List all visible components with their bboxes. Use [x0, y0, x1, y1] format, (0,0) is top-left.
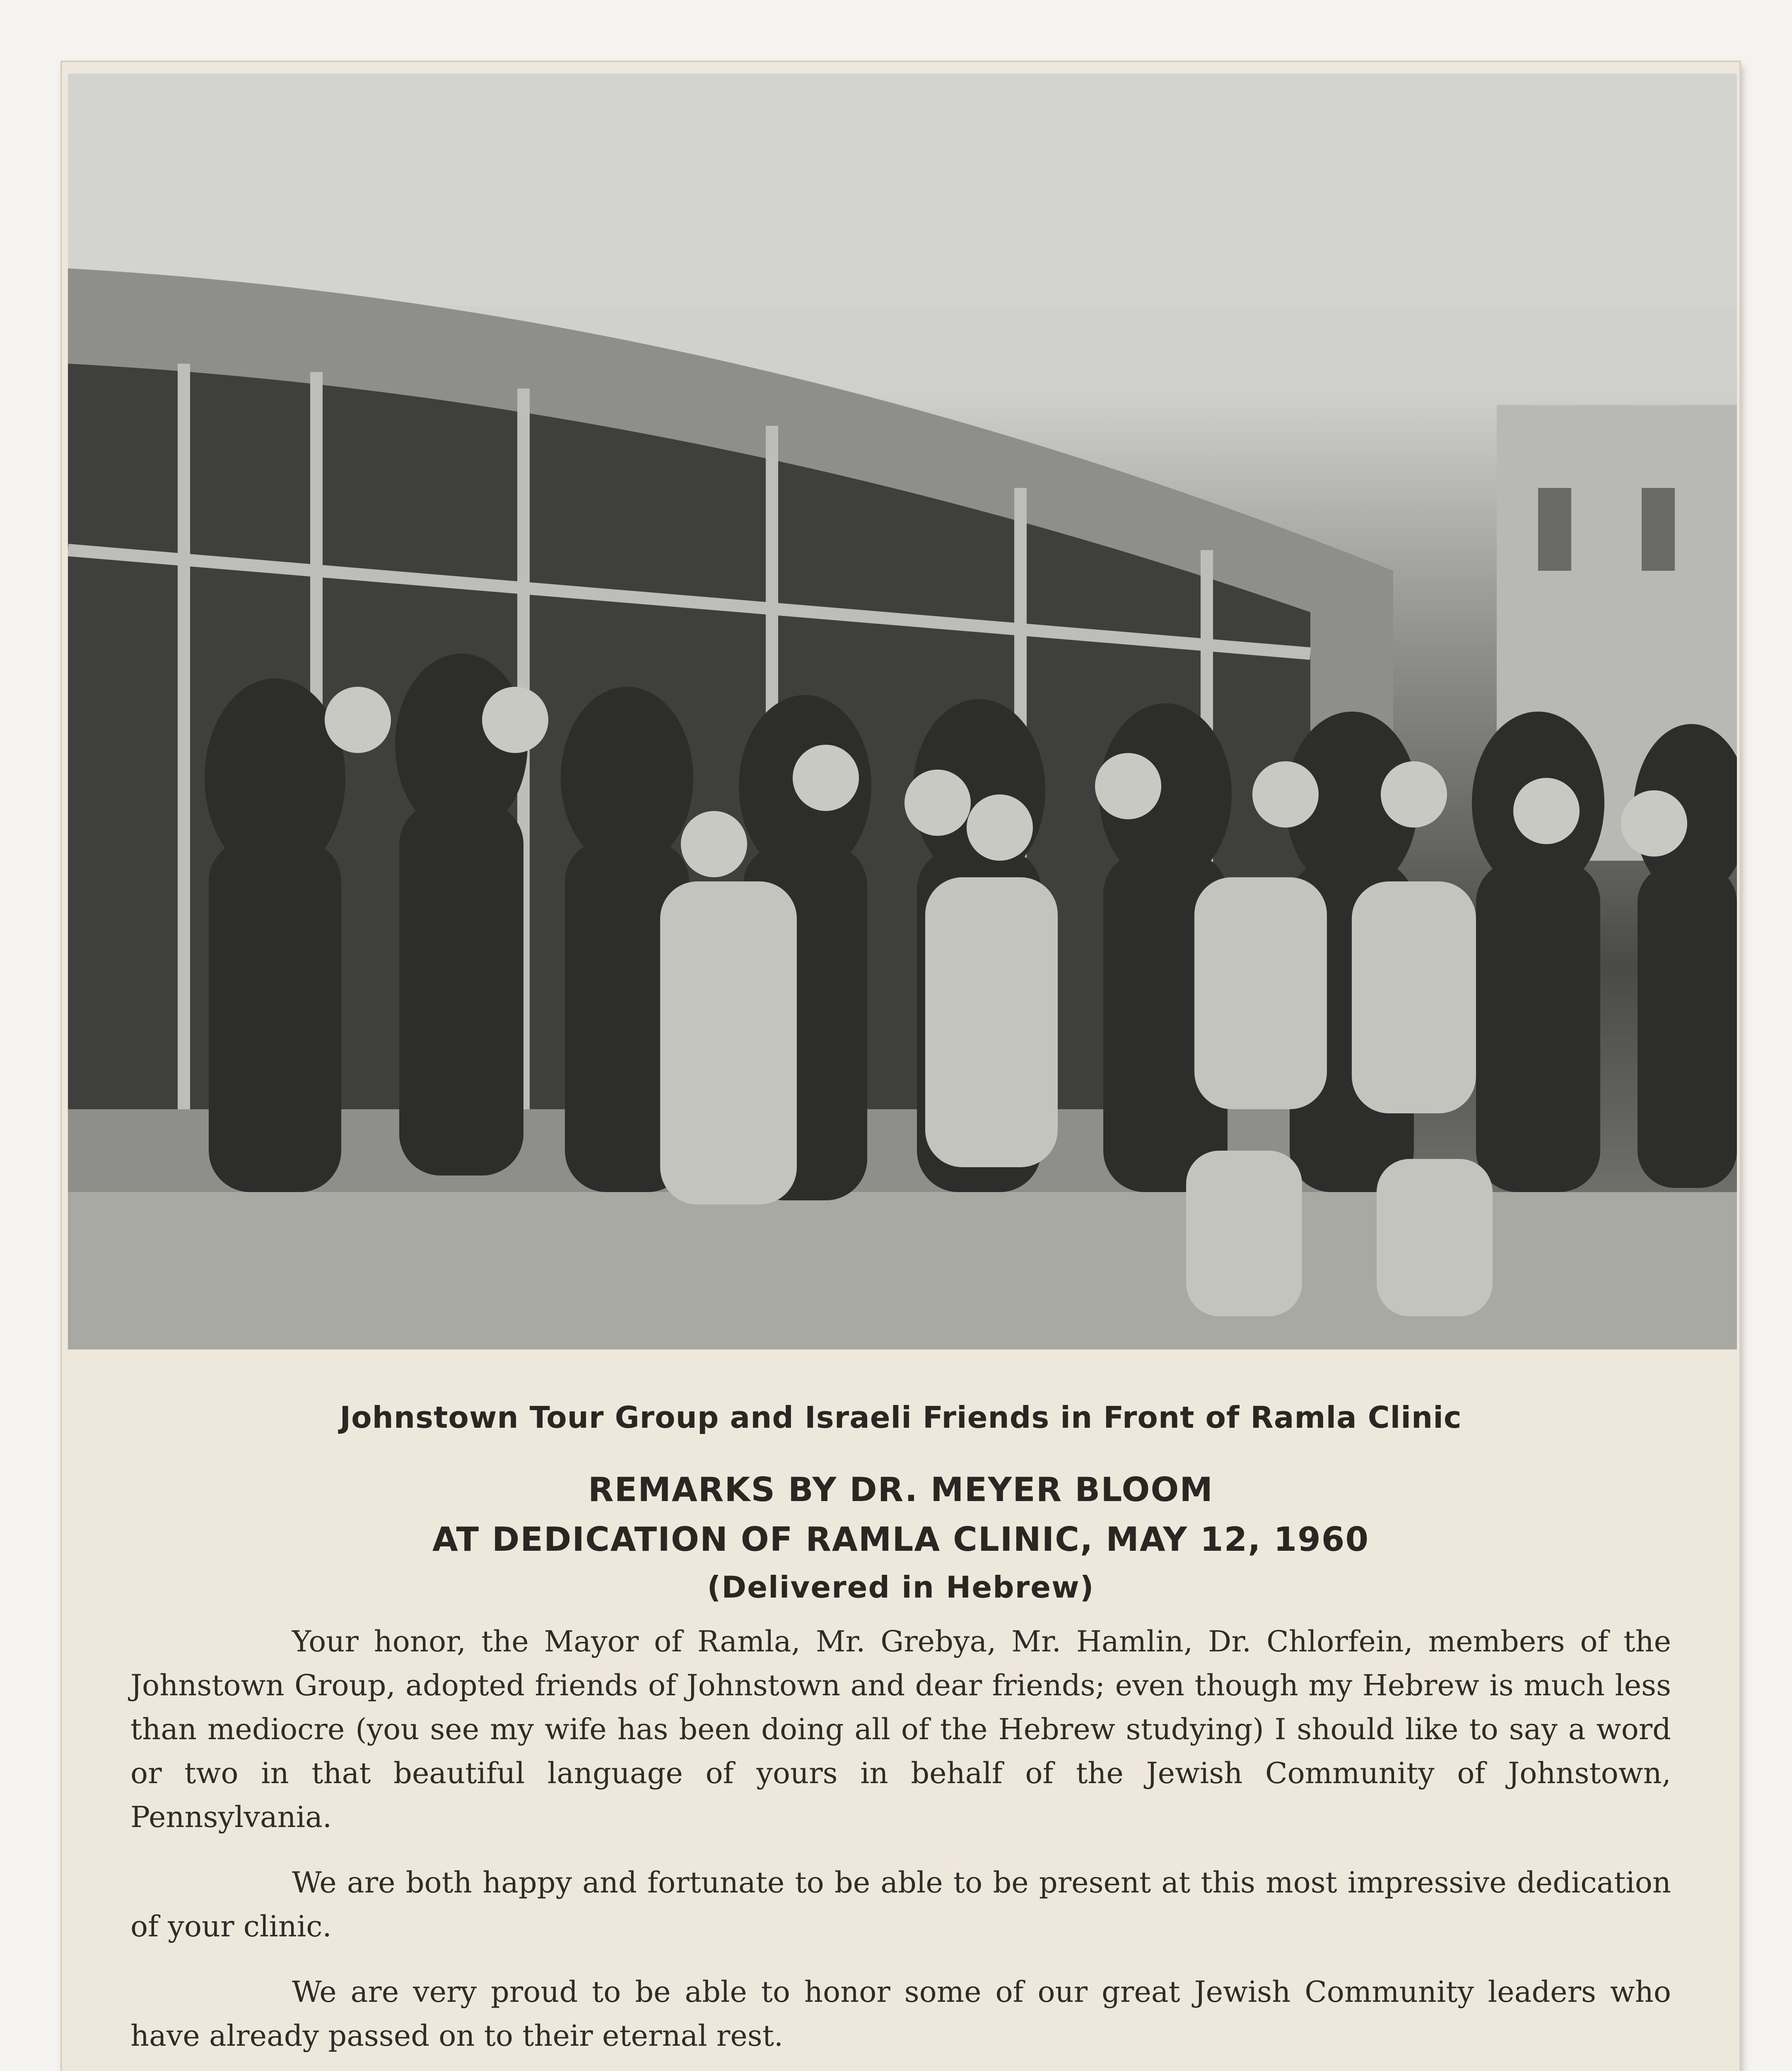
group-photo-illustration [68, 74, 1737, 1349]
heading-title: REMARKS BY DR. MEYER BLOOM [588, 1470, 1213, 1509]
heading-event: AT DEDICATION OF RAMLA CLINIC, MAY 12, 1960 [432, 1520, 1370, 1559]
paragraph: We are both happy and fortunate to be able to be present at this most impressive dedication of your clinic. [130, 1866, 1671, 1943]
document-card [62, 62, 1739, 2071]
group-photo [68, 74, 1737, 1349]
heading-note: (Delivered in Hebrew) [707, 1570, 1095, 1605]
paragraph: We are very proud to be able to honor some of our great Jewish Community leaders who have already passed on to their eternal rest. [130, 1975, 1671, 2053]
photo-caption: Johnstown Tour Group and Israeli Friends in Front of Ramla Clinic [340, 1400, 1462, 1435]
speech-text [130, 1620, 1671, 2071]
paragraph: Your honor, the Mayor of Ramla, Mr. Grebya, Mr. Hamlin, Dr. Chlorfein, members of the Johnstown Group, adopted friends of Johnstown and dear friends; even though my Hebrew is much less than mediocre (you see my wife has been doing all of the Hebrew studying) I should like to say a word or two in that beautiful language of yours in behalf of the Jewish Community of Johnstown, Pennsylvania. [130, 1624, 1671, 1834]
